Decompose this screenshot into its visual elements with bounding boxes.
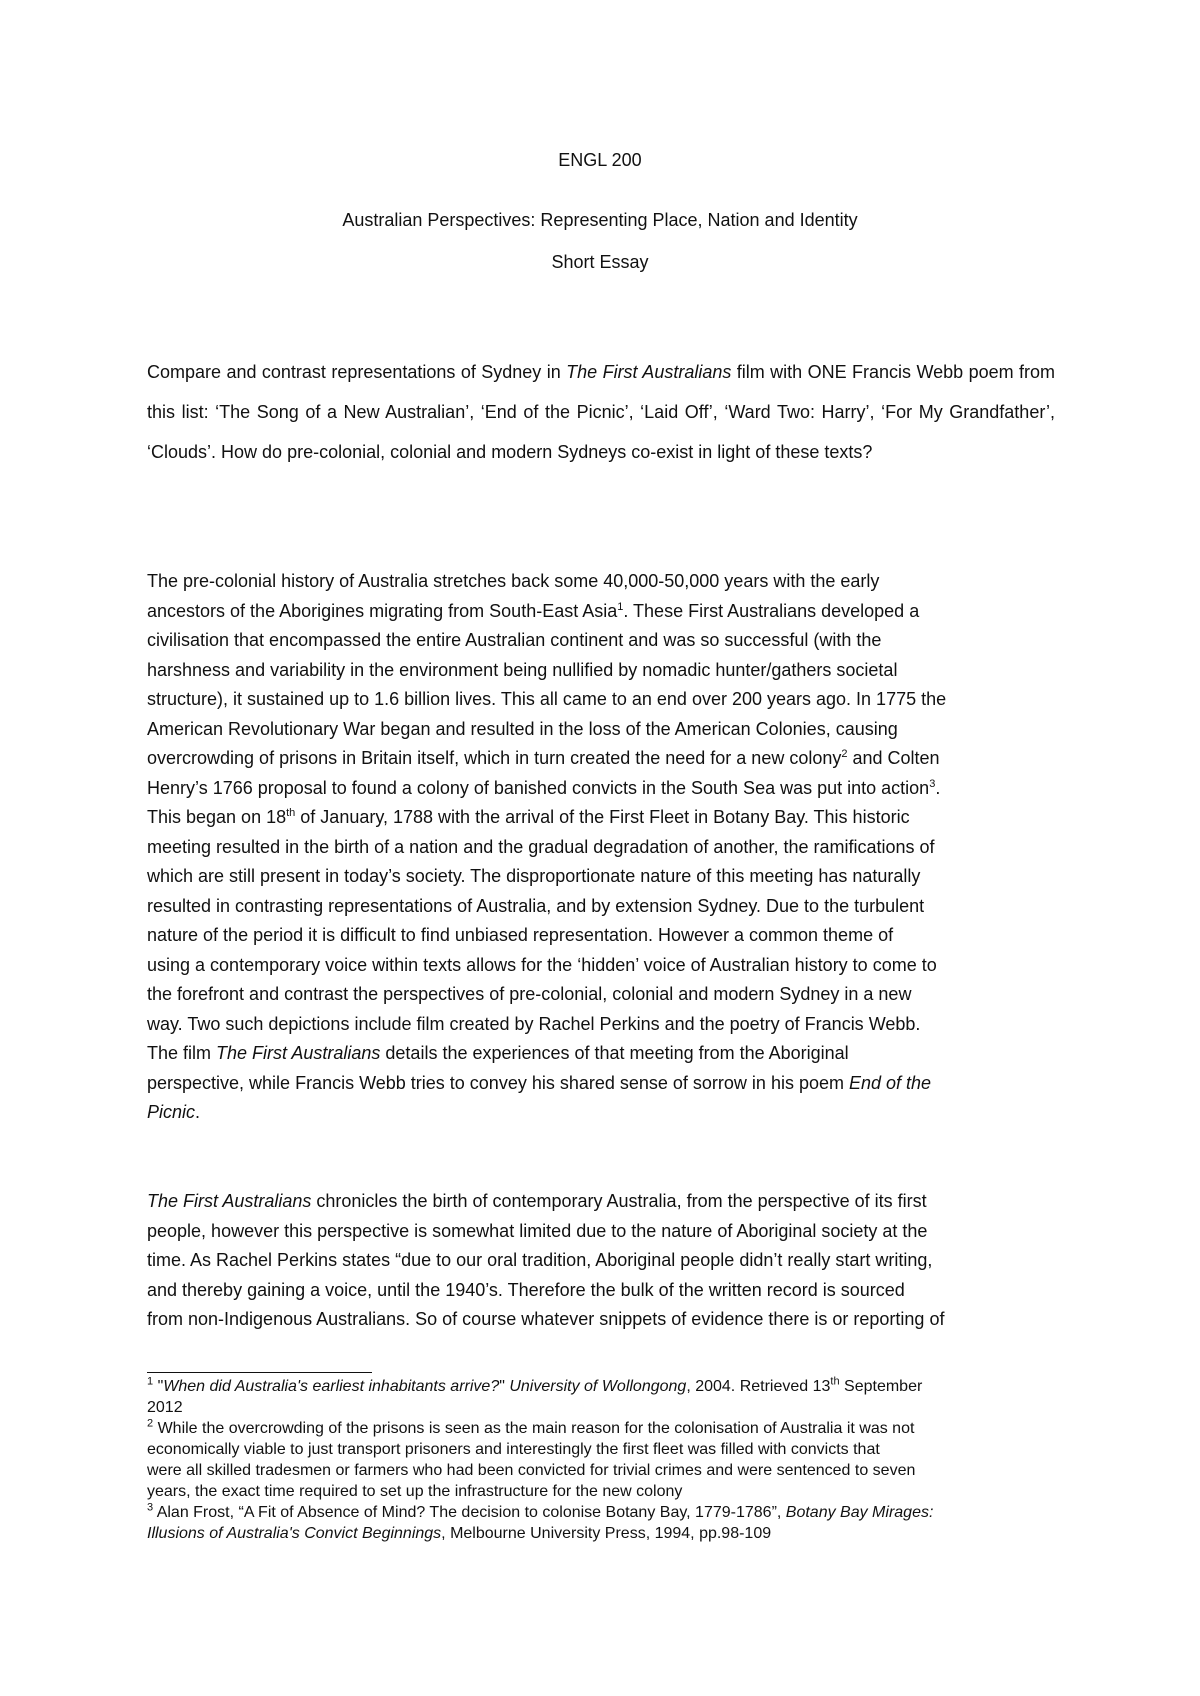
- footnote-ref-3[interactable]: 3: [929, 777, 936, 790]
- ordinal-suffix: th: [286, 807, 296, 819]
- p1-line: perspective, while Francis Webb tries to convey his shared sense of sorrow in his poem End of the: [147, 1072, 932, 1093]
- p1-line: overcrowding of prisons in Britain itself, which in turn created the need for a new colony$^2$ and Colten: [147, 748, 940, 768]
- footnote-2-cont: economically viable to just transport prisoners and interestingly the first fleet was filled with convicts that: [147, 1441, 880, 1458]
- p2-line: The First Australians chronicles the birth of contemporary Australia, from the perspective of its first: [147, 1191, 927, 1211]
- footnote-2-cont: years, the exact time required to set up the infrastructure for the new colony: [147, 1483, 683, 1500]
- film-title: The First Australians: [147, 1191, 312, 1211]
- film-title: The First Australians: [216, 1043, 381, 1063]
- p1-line: The pre-colonial history of Australia stretches back some 40,000-50,000 years with the early: [147, 571, 880, 591]
- p1-line: resulted in contrasting representations of Australia, and by extension Sydney. Due to the turbulent: [147, 895, 925, 916]
- p1-line: American Revolutionary War began and resulted in the loss of the American Colonies, causing: [147, 718, 898, 739]
- p1-line: using a contemporary voice within texts allows for the ‘hidden’ voice of Australian history to come to: [147, 954, 937, 975]
- footnote-2-cont: were all skilled tradesmen or farmers who had been convicted for trivial crimes and were sentenced to seven: [147, 1462, 916, 1479]
- p1-line: The film The First Australians details the experiences of that meeting from the Aboriginal: [147, 1043, 849, 1063]
- subject-title: Australian Perspectives: Representing Place, Nation and Identity: [342, 210, 858, 230]
- question-film-title: The First Australians: [566, 362, 732, 382]
- poem-title: End of the: [848, 1072, 932, 1093]
- p2-line: and thereby gaining a voice, until the 1940’s. Therefore the bulk of the written record is sourced: [147, 1279, 905, 1300]
- paragraph-1: [147, 567, 1057, 1128]
- footnote-ref-2[interactable]: 2: [841, 748, 848, 760]
- p1-line: ancestors of the Aborigines migrating from South-East Asia$^1$. These First Australians developed a: [147, 600, 920, 621]
- p2-line: people, however this perspective is somewhat limited due to the nature of Aboriginal society at the: [147, 1220, 928, 1241]
- essay-question: [147, 352, 1055, 472]
- footnote-3: $^3$ Alan Frost, “A Fit of Absence of Mind? The decision to colonise Botany Bay, 1779-1786”, Botany Bay Mirages:: [147, 1501, 934, 1521]
- p2-line: time. As Rachel Perkins states “due to our oral tradition, Aboriginal people didn’t really start writing,: [147, 1250, 933, 1270]
- p1-line: meeting resulted in the birth of a nation and the gradual degradation of another, the ramifications of: [147, 836, 935, 857]
- poem-title: Picnic: [147, 1102, 196, 1122]
- p1-line: nature of the period it is difficult to find unbiased representation. However a common theme of: [147, 925, 894, 945]
- footnote-1: $^1$ "When did Australia's earliest inhabitants arrive?" University of Wollongong, 2004. Retrieved 13th September: [147, 1375, 923, 1395]
- footnotes: [147, 1376, 1067, 1544]
- p1-line: This began on 18th of January, 1788 with the arrival of the First Fleet in Botany Bay. This historic: [147, 807, 910, 827]
- p1-line: structure), it sustained up to 1.6 billion lives. This all came to an end over 200 years ago. In 1775 the: [147, 689, 947, 709]
- p1-line: way. Two such depictions include film created by Rachel Perkins and the poetry of Francis Webb.: [147, 1013, 921, 1034]
- essay-type: Short Essay: [551, 252, 649, 272]
- paragraph-2: [147, 1187, 1057, 1335]
- p1-line: the forefront and contrast the perspectives of pre-colonial, colonial and modern Sydney in a new: [147, 984, 912, 1004]
- p1-line: civilisation that encompassed the entire Australian continent and was so successful (with the: [147, 630, 882, 650]
- p1-line: harshness and variability in the environment being nullified by nomadic hunter/gathers societal: [147, 659, 898, 680]
- question-text-end: film with ONE Francis Webb poem from this list: ‘The Song of a New Australian’, ‘End of the Picnic’, ‘Laid Off’, ‘Ward Two: Harry’, ‘For My Grandfather’, ‘Clouds’. How do pre-colonial, colonial and modern Sydneys co-exist in light of these texts?: [147, 362, 1056, 462]
- p1-line: which are still present in today’s society. The disproportionate nature of this meeting has naturally: [147, 866, 921, 886]
- p1-line: Picnic.: [147, 1102, 201, 1122]
- course-code: ENGL 200: [558, 150, 642, 170]
- footnote-1-cont: 2012: [147, 1399, 183, 1416]
- footnote-separator: [147, 1372, 372, 1373]
- p1-line: Henry’s 1766 proposal to found a colony of banished convicts in the South Sea was put into action$^3$.: [147, 777, 941, 798]
- footnote-3-cont: Illusions of Australia's Convict Beginnings, Melbourne University Press, 1994, pp.98-109: [147, 1525, 772, 1542]
- footnote-2: $^2$ While the overcrowding of the prisons is seen as the main reason for the colonisation of Australia it was not: [147, 1417, 915, 1437]
- footnote-ref-1[interactable]: 1: [617, 600, 624, 613]
- question-text-start: Compare and contrast representations of Sydney in: [147, 362, 567, 382]
- p2-line: from non-Indigenous Australians. So of course whatever snippets of evidence there is or reporting of: [147, 1309, 945, 1329]
